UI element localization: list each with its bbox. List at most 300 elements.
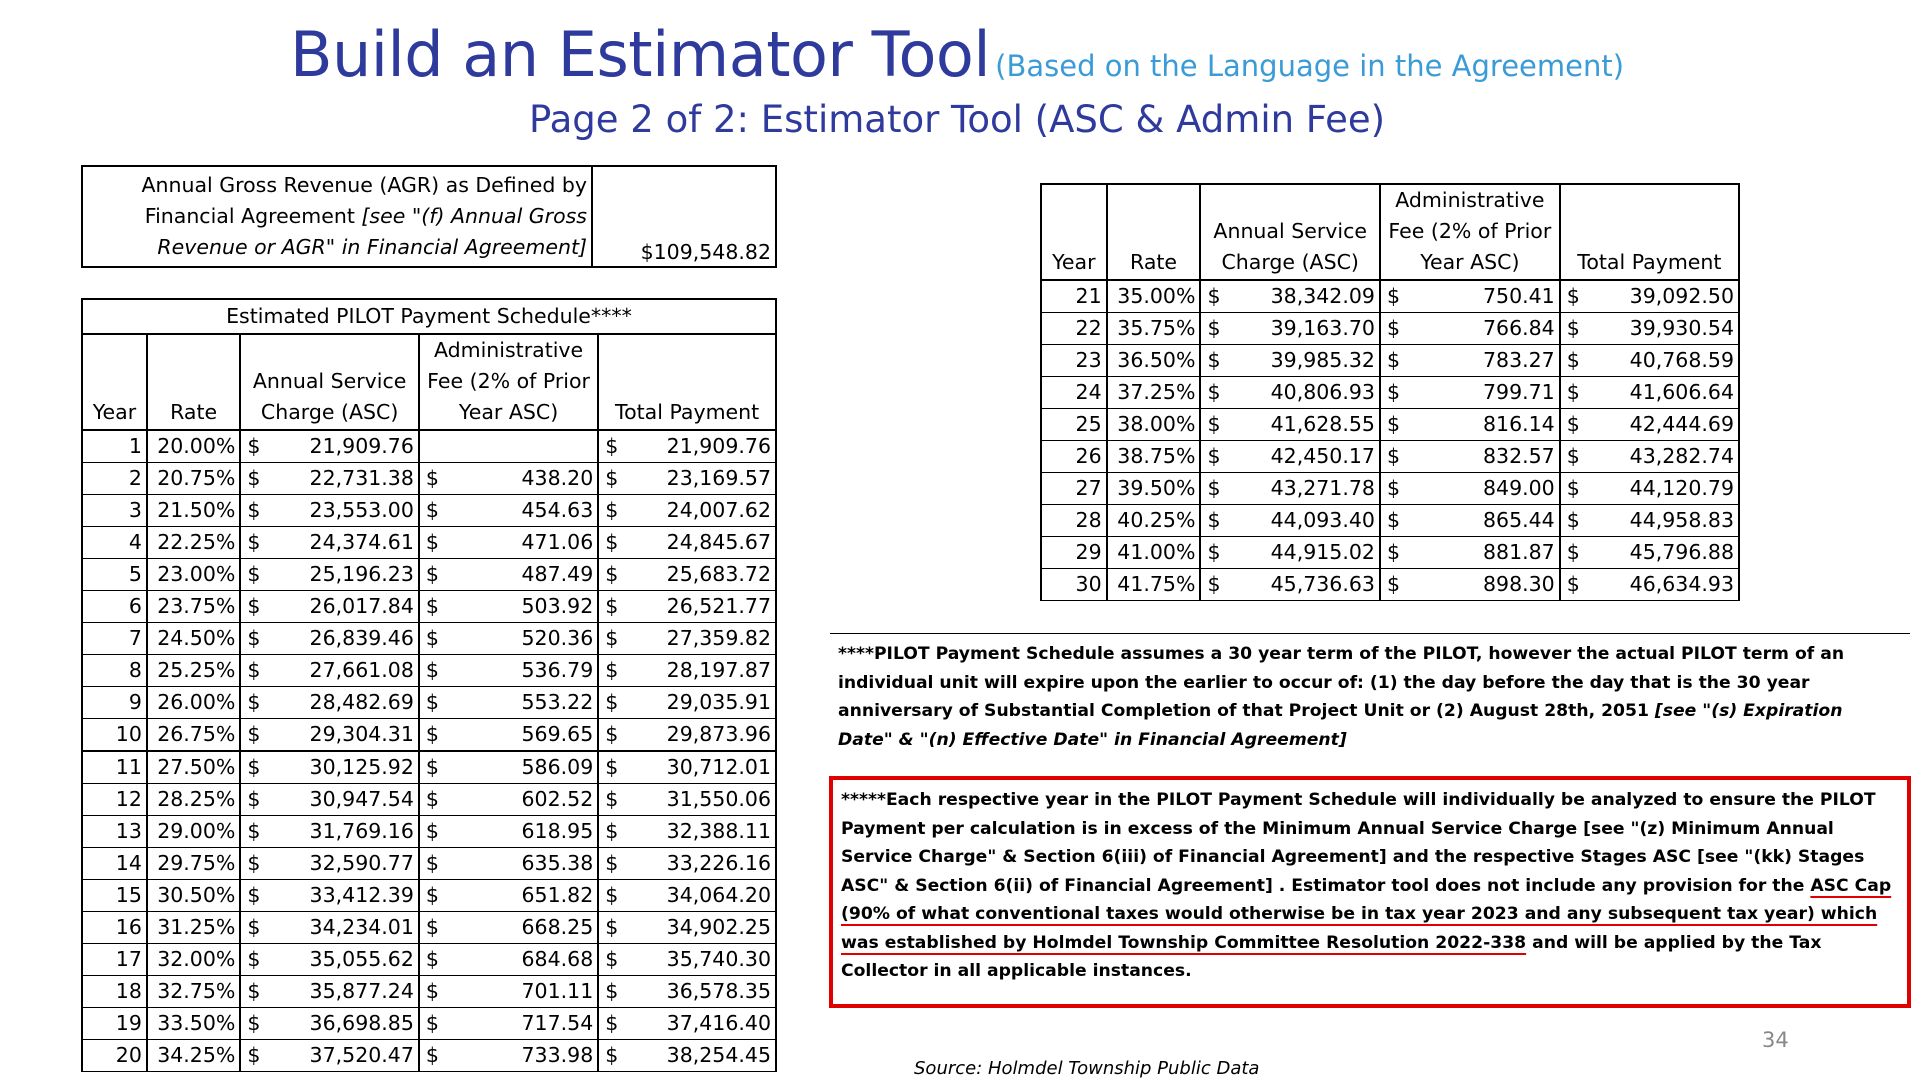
note1-text: ****PILOT Payment Schedule assumes a 30 year term of the PILOT, however the actual PILOT term of an individual unit will expire upon the earlier to occur of: (1) the day before the day that is the 30 year anniversary of Substantial Completion of that Project Unit or (2) August 28th, 2051 [838,644,1845,721]
cell-value: 41,606.64 [1629,380,1734,404]
currency-symbol: $ [425,722,439,746]
currency-symbol: $ [605,434,619,458]
header-asc-right [1200,184,1380,280]
cell-rate: 30.50% [147,880,240,912]
currency-symbol: $ [1207,348,1221,372]
cell-tot [1560,473,1739,505]
cell-fee [1380,537,1560,569]
table-row [82,430,776,463]
cell-rate: 33.50% [147,1008,240,1040]
cell-tot [598,848,776,880]
cell-value: 45,796.88 [1629,540,1734,564]
table-row [82,1008,776,1040]
cell-tot [598,1040,776,1072]
cell-asc [1200,473,1380,505]
cell-year: 16 [82,912,147,944]
table-row [1041,569,1739,601]
agr-label-line2 [87,201,587,232]
table-row [82,559,776,591]
currency-symbol: $ [425,1043,439,1067]
cell-tot [598,687,776,719]
cell-value: 27,661.08 [309,658,414,682]
cell-value: 23,169.57 [666,466,771,490]
currency-symbol: $ [1566,540,1580,564]
note2-text-after: and will be applied by the Tax Collector in all applicable instances. [841,932,1822,981]
cell-fee [1380,280,1560,313]
header-total-right: Total Payment [1560,184,1739,280]
table-row [82,591,776,623]
table-row [82,848,776,880]
currency-symbol: $ [247,883,261,907]
cell-asc [240,1040,419,1072]
pilot-schedule-left [81,298,777,1072]
cell-value: 23,553.00 [309,498,414,522]
currency-symbol: $ [1207,572,1221,596]
cell-fee [419,463,598,495]
cell-fee [1380,441,1560,473]
cell-value: 503.92 [521,594,594,618]
cell-value: 35,740.30 [666,947,771,971]
cell-value: 39,985.32 [1270,348,1375,372]
currency-symbol: $ [1207,540,1221,564]
currency-symbol: $ [1386,412,1400,436]
table-row [82,976,776,1008]
currency-symbol: $ [605,883,619,907]
cell-asc [240,655,419,687]
cell-asc [1200,505,1380,537]
cell-value: 44,093.40 [1270,508,1375,532]
table-row [82,463,776,495]
cell-value: 32,388.11 [666,819,771,843]
pilot-schedule-right [1040,183,1740,601]
cell-year: 10 [82,719,147,752]
cell-year: 25 [1041,409,1107,441]
currency-symbol: $ [247,819,261,843]
agr-label-line1: Annual Gross Revenue (AGR) as Defined by [141,173,587,197]
currency-symbol: $ [605,787,619,811]
cell-value: 750.41 [1483,284,1555,308]
cell-year: 13 [82,816,147,848]
header-fee-line3: Year ASC) [458,400,559,424]
header-year-right: Year [1041,184,1107,280]
cell-value: 36,698.85 [309,1011,414,1035]
header-fee-line1: Administrative [433,338,584,362]
cell-value: 25,683.72 [666,562,771,586]
cell-value: 24,845.67 [666,530,771,554]
cell-value: 701.11 [521,979,594,1003]
currency-symbol: $ [1207,444,1221,468]
cell-value: 717.54 [521,1011,594,1035]
title-sub: (Based on the Language in the Agreement) [995,49,1625,83]
cell-rate: 23.75% [147,591,240,623]
table-row [82,784,776,816]
currency-symbol: $ [1207,476,1221,500]
cell-year: 8 [82,655,147,687]
table-row [82,495,776,527]
cell-value: 618.95 [521,819,594,843]
currency-symbol: $ [1386,540,1400,564]
cell-tot [1560,280,1739,313]
currency-symbol: $ [247,530,261,554]
cell-value: 33,226.16 [666,851,771,875]
cell-rate: 26.00% [147,687,240,719]
cell-year: 18 [82,976,147,1008]
cell-tot [598,559,776,591]
cell-value: 40,768.59 [1629,348,1734,372]
table-row [82,816,776,848]
cell-year: 12 [82,784,147,816]
cell-year: 28 [1041,505,1107,537]
slide-title [0,18,1914,91]
currency-symbol: $ [1386,476,1400,500]
currency-symbol: $ [605,722,619,746]
cell-asc [240,591,419,623]
cell-tot [598,655,776,687]
cell-tot [1560,537,1739,569]
cell-asc [240,912,419,944]
header-fee [419,334,598,430]
table-row [82,751,776,784]
cell-value: 898.30 [1483,572,1555,596]
cell-value: 45,736.63 [1270,572,1375,596]
header-fee-right-line3: Year ASC) [1420,250,1520,274]
page-number: 34 [1762,1028,1789,1052]
cell-fee [419,880,598,912]
note1-italic: [see "(s) Expiration Date" & "(n) Effective Date" in Financial Agreement] [838,701,1843,750]
currency-symbol: $ [605,915,619,939]
currency-symbol: $ [1386,284,1400,308]
currency-symbol: $ [1207,508,1221,532]
cell-asc [240,944,419,976]
currency-symbol: $ [605,466,619,490]
cell-year: 27 [1041,473,1107,505]
cell-fee [419,751,598,784]
cell-value: 30,125.92 [309,755,414,779]
cell-rate: 28.25% [147,784,240,816]
cell-year: 4 [82,527,147,559]
cell-tot [598,944,776,976]
note2-text-before: *****Each respective year in the PILOT Payment Schedule will individually be analyzed to ensure the PILOT Payment per calculation is in excess of the Minimum Annual Service Charge [see "(z) Minimum Annual Service Charge" & Section 6(iii) of Financial Agreement] and the respective Stages ASC [see "(kk) Stages ASC" & Section 6(ii) of Financial Agreement] . Estimator tool does not include any provision for the [841,790,1876,896]
cell-year: 2 [82,463,147,495]
cell-value: 24,007.62 [666,498,771,522]
currency-symbol: $ [1386,508,1400,532]
title-main: Build an Estimator Tool [289,18,991,91]
cell-rate: 37.25% [1107,377,1201,409]
currency-symbol: $ [247,755,261,779]
cell-tot [598,1008,776,1040]
cell-value: 42,450.17 [1270,444,1375,468]
table-row [1041,505,1739,537]
currency-symbol: $ [1207,380,1221,404]
cell-fee [419,719,598,752]
cell-value: 41,628.55 [1270,412,1375,436]
cell-year: 14 [82,848,147,880]
table-row [1041,441,1739,473]
schedule-term-note [830,633,1910,754]
cell-value: 35,055.62 [309,947,414,971]
agr-label-line3: Revenue or AGR" in Financial Agreement] [157,235,587,259]
currency-symbol: $ [247,947,261,971]
cell-tot [598,430,776,463]
cell-asc [1200,313,1380,345]
currency-symbol: $ [605,947,619,971]
table-row [82,944,776,976]
currency-symbol: $ [1386,380,1400,404]
cell-rate: 34.25% [147,1040,240,1072]
cell-tot [1560,441,1739,473]
cell-year: 20 [82,1040,147,1072]
header-rate-right: Rate [1107,184,1201,280]
cell-rate: 36.50% [1107,345,1201,377]
currency-symbol: $ [425,466,439,490]
currency-symbol: $ [425,915,439,939]
cell-asc [1200,377,1380,409]
cell-year: 23 [1041,345,1107,377]
cell-asc [240,880,419,912]
cell-fee [419,912,598,944]
cell-value: 34,234.01 [309,915,414,939]
cell-year: 11 [82,751,147,784]
currency-symbol: $ [247,690,261,714]
cell-value: 40,806.93 [1270,380,1375,404]
header-asc-line1: Annual Service [252,369,407,393]
cell-tot [1560,377,1739,409]
cell-year: 22 [1041,313,1107,345]
page-subtitle: Page 2 of 2: Estimator Tool (ASC & Admin Fee) [528,98,1386,141]
currency-symbol: $ [1566,380,1580,404]
currency-symbol: $ [247,1043,261,1067]
table-row [82,880,776,912]
currency-symbol: $ [425,947,439,971]
cell-asc [240,495,419,527]
cell-year: 15 [82,880,147,912]
cell-fee [419,976,598,1008]
cell-value: 29,304.31 [309,722,414,746]
cell-rate: 32.75% [147,976,240,1008]
cell-value: 34,064.20 [666,883,771,907]
cell-tot [1560,345,1739,377]
cell-year: 1 [82,430,147,463]
cell-fee [1380,569,1560,601]
currency-symbol: $ [1386,316,1400,340]
cell-value: 28,197.87 [666,658,771,682]
currency-symbol: $ [605,819,619,843]
cell-year: 26 [1041,441,1107,473]
cell-value: 849.00 [1483,476,1555,500]
cell-value: 733.98 [521,1043,594,1067]
currency-symbol: $ [605,1011,619,1035]
cell-rate: 35.00% [1107,280,1201,313]
cell-value: 783.27 [1483,348,1555,372]
cell-value: 22,731.38 [309,466,414,490]
cell-rate: 25.25% [147,655,240,687]
cell-value: 44,958.83 [1629,508,1734,532]
cell-rate: 38.75% [1107,441,1201,473]
cell-rate: 32.00% [147,944,240,976]
cell-value: 29,873.96 [666,722,771,746]
currency-symbol: $ [1386,444,1400,468]
cell-tot [598,591,776,623]
table-row [82,527,776,559]
currency-symbol: $ [605,1043,619,1067]
cell-value: 32,590.77 [309,851,414,875]
cell-asc [1200,280,1380,313]
cell-value: 651.82 [521,883,594,907]
cell-year: 7 [82,623,147,655]
cell-asc [240,784,419,816]
cell-fee [419,687,598,719]
cell-value: 37,416.40 [666,1011,771,1035]
currency-symbol: $ [1566,476,1580,500]
currency-symbol: $ [247,915,261,939]
cell-value: 25,196.23 [309,562,414,586]
cell-value: 31,769.16 [309,819,414,843]
currency-symbol: $ [425,658,439,682]
cell-year: 24 [1041,377,1107,409]
cell-value: 602.52 [521,787,594,811]
currency-symbol: $ [1566,412,1580,436]
cell-fee [1380,345,1560,377]
cell-value: 26,839.46 [309,626,414,650]
cell-value: 520.36 [521,626,594,650]
cell-value: 27,359.82 [666,626,771,650]
cell-asc [240,1008,419,1040]
cell-value: 44,915.02 [1270,540,1375,564]
agr-label-line2-italic: [see "(f) Annual Gross [361,204,587,228]
cell-fee [419,591,598,623]
table-row [82,719,776,752]
cell-value: 635.38 [521,851,594,875]
currency-symbol: $ [247,787,261,811]
header-rate: Rate [147,334,240,430]
cell-value: 553.22 [521,690,594,714]
cell-rate: 26.75% [147,719,240,752]
cell-fee [419,559,598,591]
cell-value: 38,254.45 [666,1043,771,1067]
cell-value: 471.06 [521,530,594,554]
cell-year: 19 [82,1008,147,1040]
cell-asc [240,816,419,848]
cell-value: 30,712.01 [666,755,771,779]
cell-rate: 41.75% [1107,569,1201,601]
cell-fee [419,816,598,848]
currency-symbol: $ [425,755,439,779]
cell-value: 536.79 [521,658,594,682]
cell-fee [1380,313,1560,345]
currency-symbol: $ [605,979,619,1003]
cell-value: 487.49 [521,562,594,586]
currency-symbol: $ [1566,572,1580,596]
currency-symbol: $ [247,722,261,746]
header-fee-right-line2: Fee (2% of Prior [1388,219,1552,243]
cell-asc [240,687,419,719]
cell-value: 43,271.78 [1270,476,1375,500]
cell-value: 35,877.24 [309,979,414,1003]
cell-asc [240,463,419,495]
cell-value: 569.65 [521,722,594,746]
header-asc-right-line1: Annual Service [1213,219,1367,243]
currency-symbol: $ [425,787,439,811]
currency-symbol: $ [425,979,439,1003]
cell-tot [598,527,776,559]
cell-value: 38,342.09 [1270,284,1375,308]
cell-rate: 22.25% [147,527,240,559]
cell-value: 46,634.93 [1629,572,1734,596]
cell-rate: 40.25% [1107,505,1201,537]
currency-symbol: $ [1386,348,1400,372]
cell-asc [240,623,419,655]
cell-fee [419,944,598,976]
cell-year: 21 [1041,280,1107,313]
currency-symbol: $ [247,594,261,618]
cell-value: 832.57 [1483,444,1555,468]
cell-asc [240,976,419,1008]
cell-value: 30,947.54 [309,787,414,811]
currency-symbol: $ [425,594,439,618]
currency-symbol: $ [247,851,261,875]
cell-asc [1200,569,1380,601]
currency-symbol: $ [247,466,261,490]
cell-value: 43,282.74 [1629,444,1734,468]
header-total: Total Payment [598,334,776,430]
currency-symbol: $ [605,562,619,586]
cell-fee [419,430,598,463]
header-fee-right [1380,184,1560,280]
cell-tot [598,463,776,495]
cell-value: 36,578.35 [666,979,771,1003]
table-row [1041,345,1739,377]
cell-rate: 35.75% [1107,313,1201,345]
cell-rate: 23.00% [147,559,240,591]
cell-value: 26,521.77 [666,594,771,618]
currency-symbol: $ [1566,316,1580,340]
currency-symbol: $ [425,883,439,907]
currency-symbol: $ [605,851,619,875]
currency-symbol: $ [1566,348,1580,372]
asc-cap-note [829,776,1911,1008]
cell-value: 39,092.50 [1629,284,1734,308]
agr-table [81,165,777,268]
currency-symbol: $ [1386,572,1400,596]
header-year: Year [82,334,147,430]
cell-fee [419,1008,598,1040]
cell-year: 29 [1041,537,1107,569]
currency-symbol: $ [247,658,261,682]
header-fee-right-line1: Administrative [1395,188,1545,212]
table-row [1041,377,1739,409]
cell-fee [419,623,598,655]
cell-fee [1380,409,1560,441]
header-asc [240,334,419,430]
currency-symbol: $ [425,851,439,875]
currency-symbol: $ [247,562,261,586]
currency-symbol: $ [605,594,619,618]
table-row [1041,313,1739,345]
currency-symbol: $ [425,530,439,554]
cell-tot [1560,569,1739,601]
cell-tot [1560,313,1739,345]
currency-symbol: $ [425,498,439,522]
cell-year: 5 [82,559,147,591]
cell-value: 438.20 [521,466,594,490]
currency-symbol: $ [605,690,619,714]
cell-value: 799.71 [1483,380,1555,404]
cell-fee [1380,377,1560,409]
cell-value: 39,930.54 [1629,316,1734,340]
currency-symbol: $ [425,626,439,650]
cell-value: 766.84 [1483,316,1555,340]
currency-symbol: $ [1566,284,1580,308]
